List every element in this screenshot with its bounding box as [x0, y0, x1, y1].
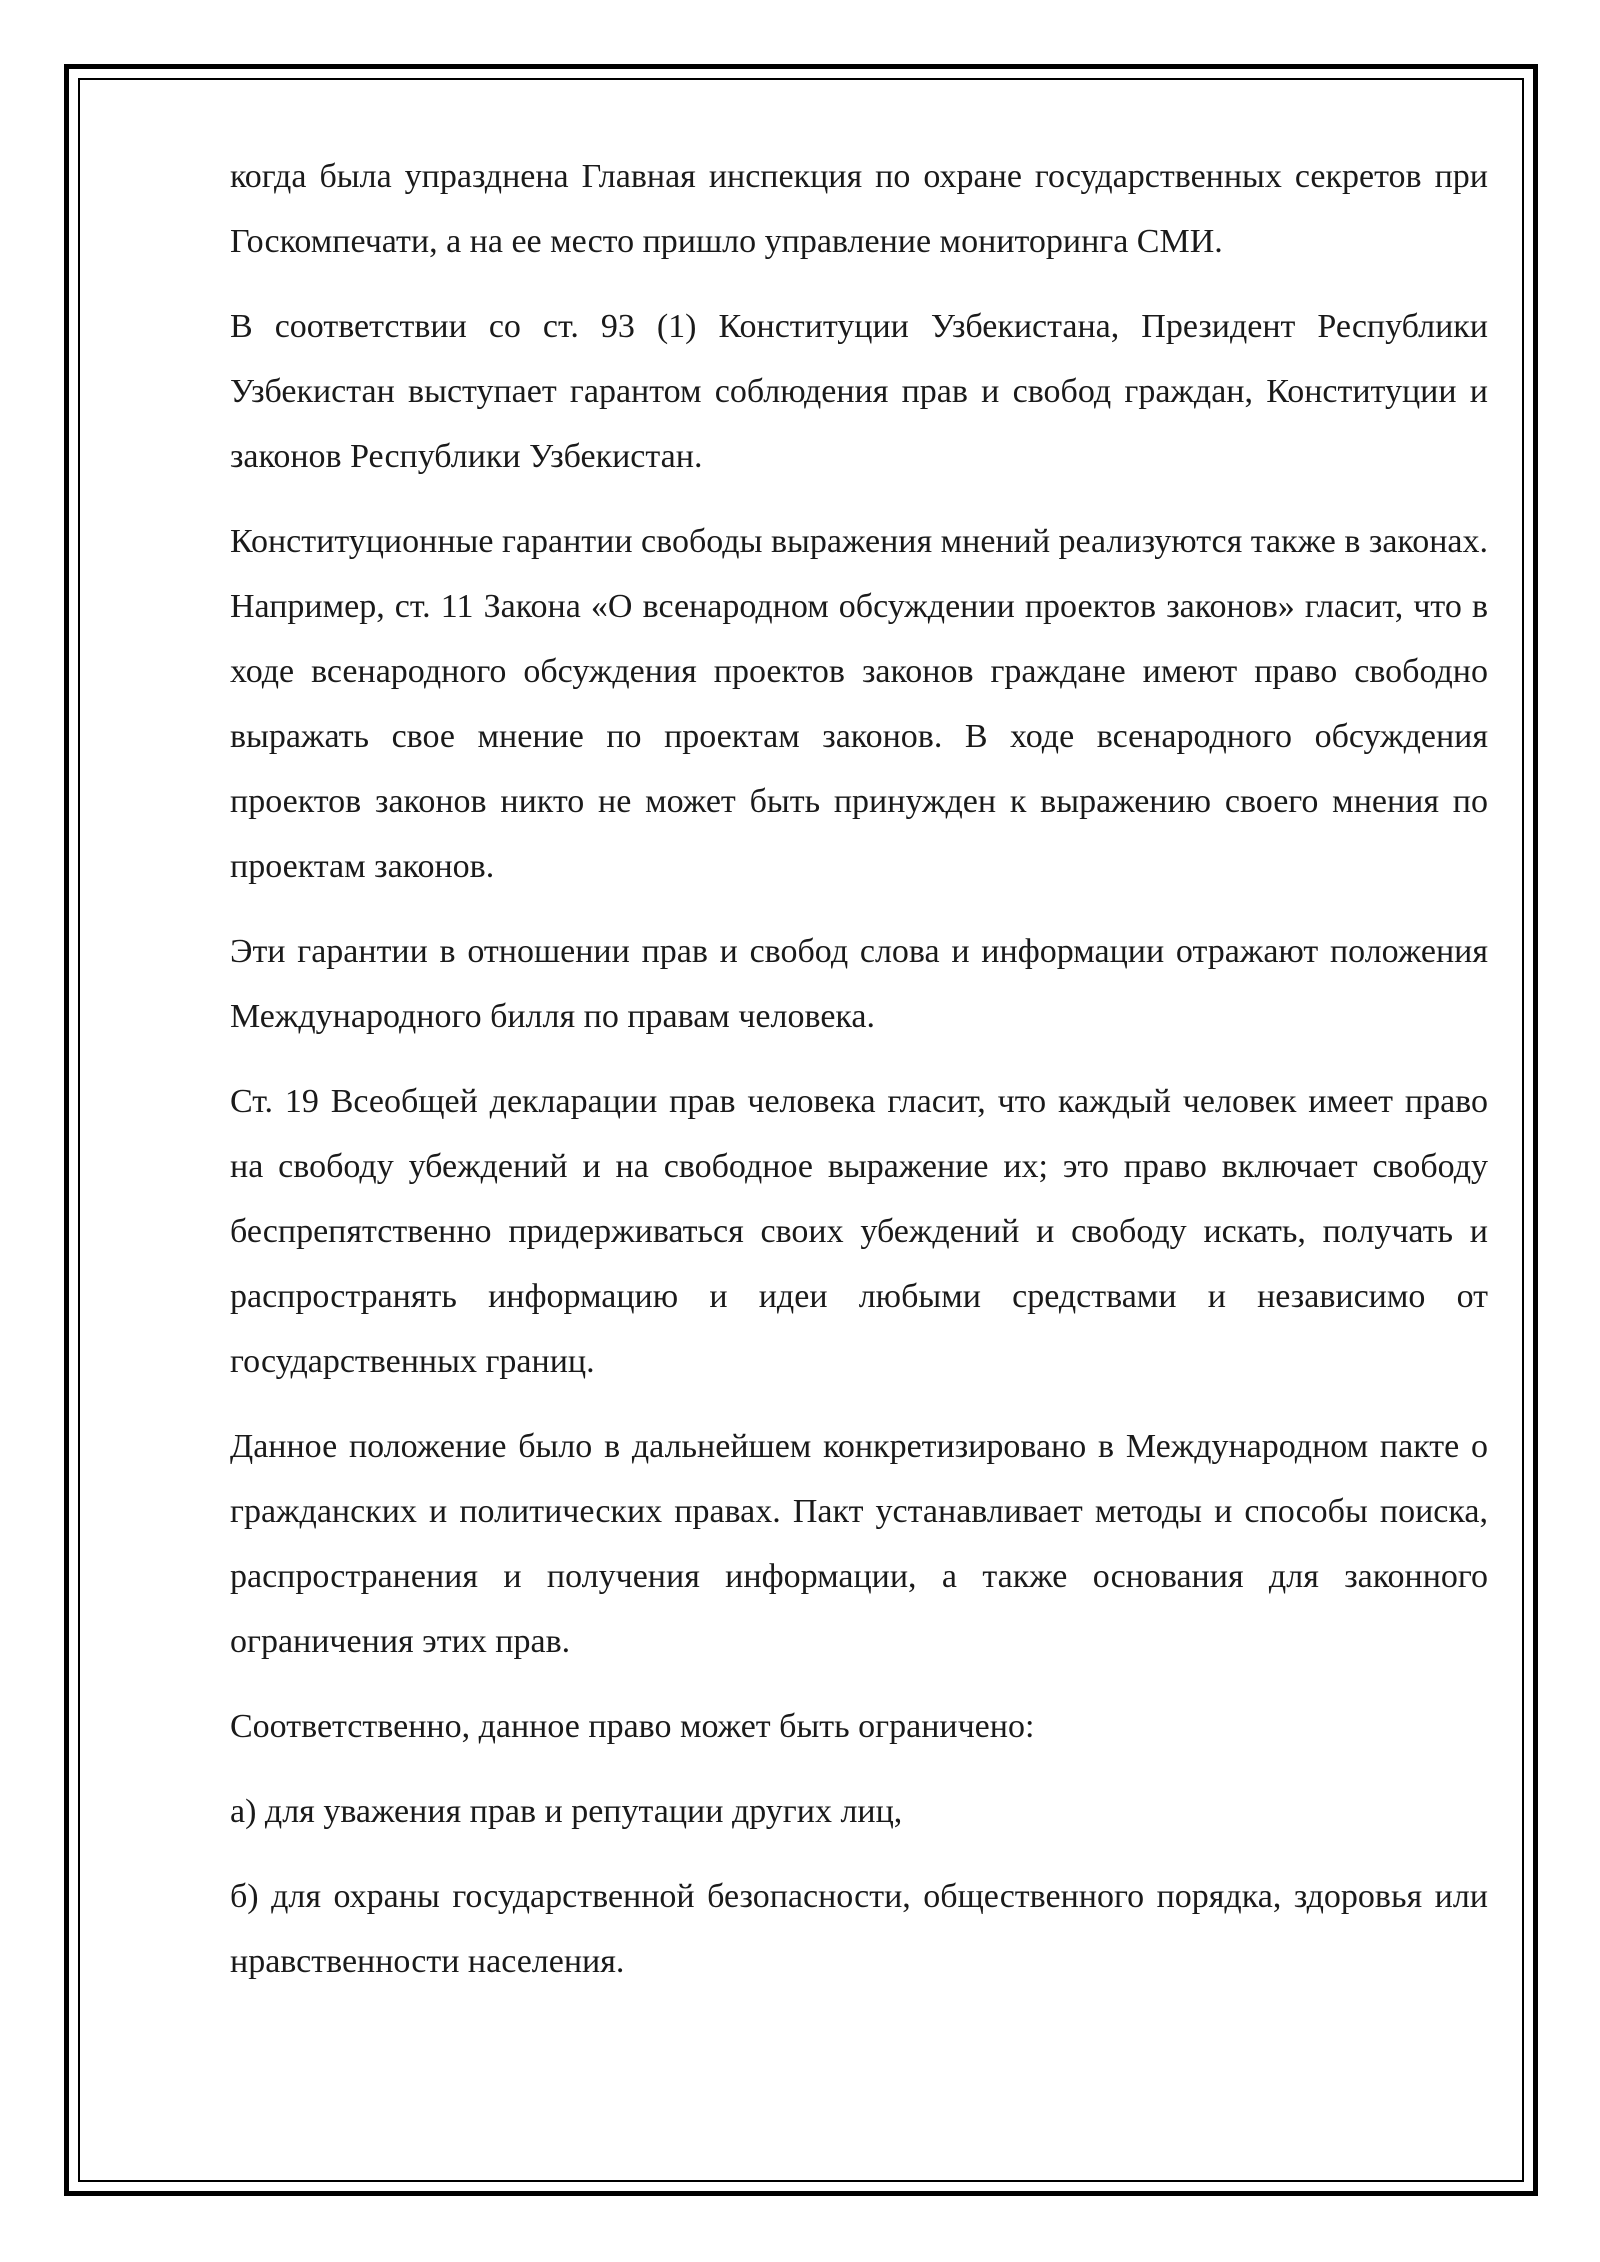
list-item-a: а) для уважения прав и репутации других лиц, — [230, 1793, 903, 1830]
document-body — [230, 144, 1488, 2014]
paragraph-6: Данное положение было в дальнейшем конкретизировано в Международном пакте о гражданских и политических правах. Пакт устанавливает методы и способы поиска, распространения и получения информации, а также основания для законного ограничения этих прав. — [230, 1428, 1488, 1660]
paragraph-1: когда была упразднена Главная инспекция по охране государственных секретов при Госкомпечати, а на ее место пришло управление мониторинга СМИ. — [230, 158, 1488, 260]
paragraph-5: Ст. 19 Всеобщей декларации прав человека гласит, что каждый человек имеет право на свободу убеждений и на свободное выражение их; это право включает свободу беспрепятственно придерживаться своих убеждений и свободу искать, получать и распространять информацию и идеи любыми средствами и независимо от государственных границ. — [230, 1083, 1488, 1380]
paragraph-2: В соответствии со ст. 93 (1) Конституции Узбекистана, Президент Республики Узбекистан выступает гарантом соблюдения прав и свобод граждан, Конституции и законов Республики Узбекистан. — [230, 308, 1488, 475]
paragraph-7: Соответственно, данное право может быть ограничено: — [230, 1708, 1035, 1745]
list-item-b: б) для охраны государственной безопасности, общественного порядка, здоровья или нравственности населения. — [230, 1878, 1488, 1980]
paragraph-4: Эти гарантии в отношении прав и свобод слова и информации отражают положения Международного билля по правам человека. — [230, 933, 1488, 1035]
paragraph-3: Конституционные гарантии свободы выражения мнений реализуются также в законах. Например, ст. 11 Закона «О всенародном обсуждении проектов законов» гласит, что в ходе всенародного обсуждения проектов законов граждане имеют право свободно выражать свое мнение по проектам законов. В ходе всенародного обсуждения проектов законов никто не может быть принужден к выражению своего мнения по проектам законов. — [230, 523, 1488, 885]
